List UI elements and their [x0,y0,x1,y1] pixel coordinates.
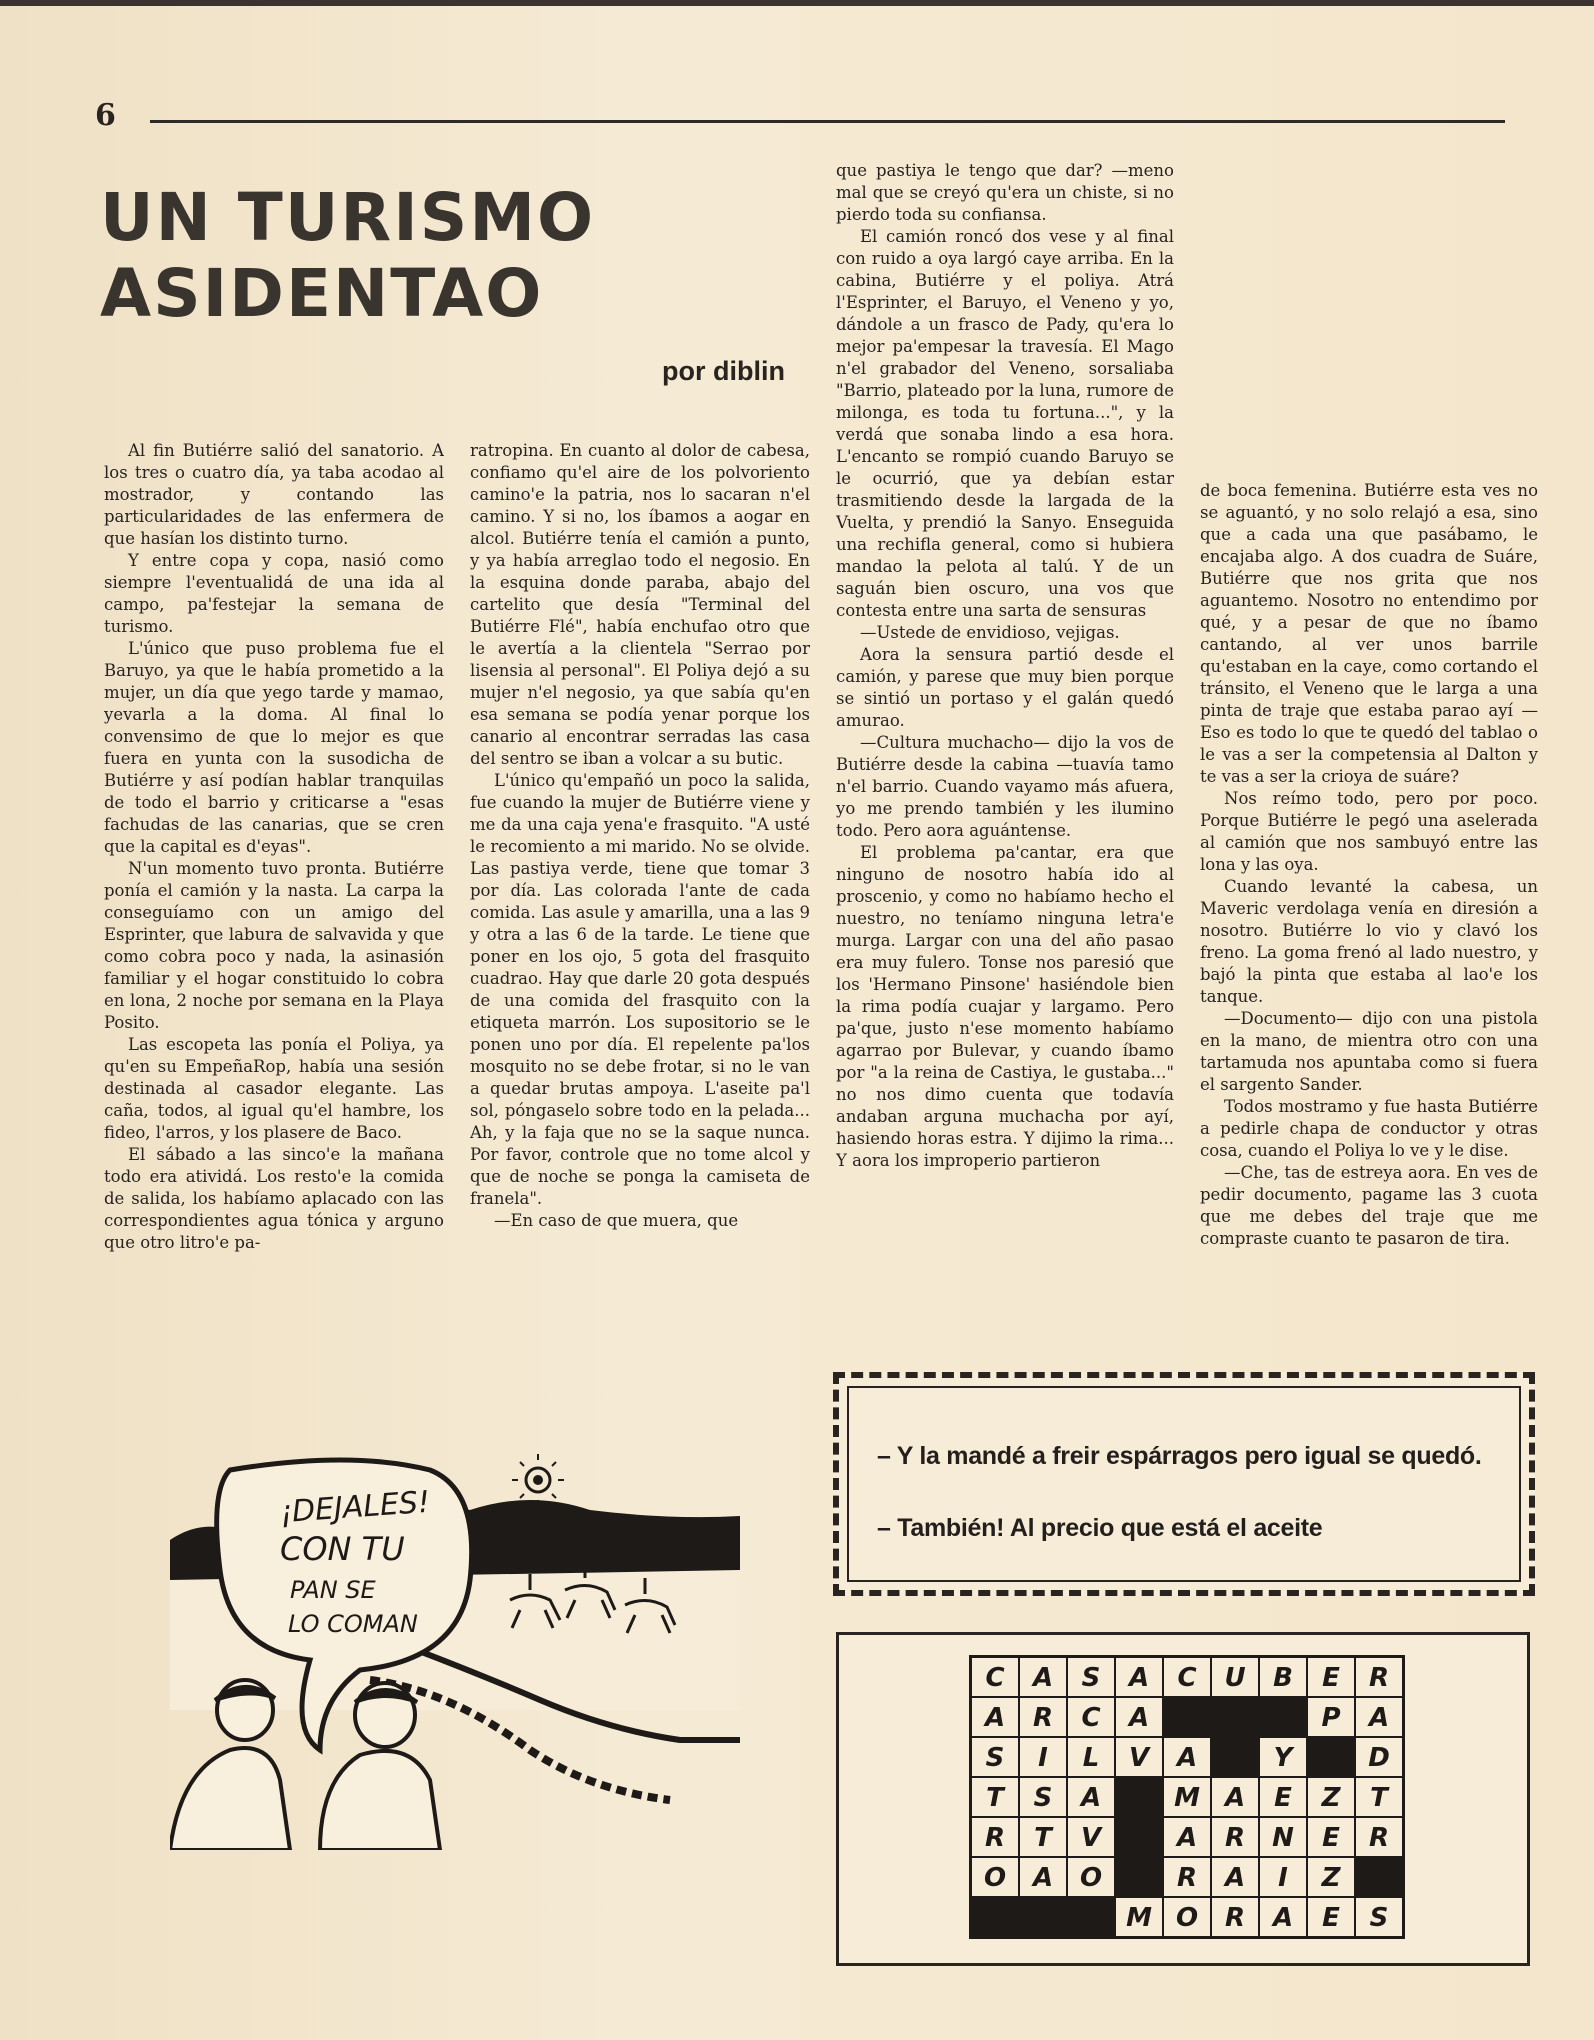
crossword-black-cell [1163,1697,1211,1737]
crossword-cell: A [1259,1897,1307,1937]
crossword-black-cell [1259,1697,1307,1737]
article-column-4 [1200,480,1538,1350]
crossword-cell: O [1163,1897,1211,1937]
header-rule [150,120,1505,123]
crossword-cell: A [1115,1657,1163,1697]
crossword-cell: N [1259,1817,1307,1857]
crossword-black-cell [1115,1857,1163,1897]
paragraph: Todos mostramo y fue hasta Butiérre a pedirle chapa de conductor y otras cosa, cuando el Poliya lo ve y le dise. [1200,1097,1538,1160]
paragraph: El problema pa'cantar, era que ninguno de nosotro había ido al proscenio, y como no habíamo hecho el nuestro, no teníamo ninguna letra'e murga. Largar con una del año pasao era muy fulero. Tonse nos paresió que los 'Hermano Pinsone' hasiéndole bien la rima podía cuajar y largamo. Pero pa'que, justo n'ese momento habíamo agarrao por Bulevar, y cuando íbamo por "a la reina de Castiya, le gustaba..." no nos dimo cuenta que todavía andaban arguna muchacha por ayí, hasiendo horas estra. Y dijimo la rima... Y aora los improperio partieron [836,843,1174,1170]
paragraph: El sábado a las sinco'e la mañana todo era atividá. Los resto'e la comida de salida, los habíamo aplacado con las correspondientes agua tónica y arguno que otro litro'e pa- [104,1145,444,1252]
crossword-cell: T [1355,1777,1403,1817]
crossword-cell: E [1307,1897,1355,1937]
crossword-cell: A [1163,1817,1211,1857]
title-line-1: UN TURISMO [100,179,596,256]
crossword-cell: M [1163,1777,1211,1817]
crossword-cell: E [1307,1817,1355,1857]
crossword-cell: S [1019,1777,1067,1817]
crossword-cell: T [1019,1817,1067,1857]
crossword-grid [969,1655,1405,1939]
joke-box [833,1372,1535,1596]
crossword-black-cell [1115,1817,1163,1857]
paragraph: Aora la sensura partió desde el camión, y parese que muy bien porque se sintió un portaso y el galán quedó amurao. [836,645,1174,730]
paragraph: que pastiya le tengo que dar? —meno mal que se creyó qu'era un chiste, si no pierdo toda su confiansa. [836,161,1174,224]
crossword-cell: B [1259,1657,1307,1697]
crossword-cell: V [1067,1817,1115,1857]
crossword-cell: R [1355,1657,1403,1697]
paragraph: Y entre copa y copa, nasió como siempre l'eventualidá de una ida al campo, pa'festejar la semana de turismo. [104,551,444,636]
paragraph: —En caso de que muera, que [494,1211,739,1230]
crossword-cell: A [1019,1857,1067,1897]
crossword-black-cell [1115,1777,1163,1817]
paragraph: L'único que puso problema fue el Baruyo, ya que le había prometido a la mujer, un día que yego tarde y mamao, yevarla a la doma. Al final lo convensimo de que lo mejor es que fuera en yunta con la susodicha de Butiérre y así podían hablar tranquilas de todo el barrio y criticarse a "esas fachudas de las canarias, que se cren que la capital es d'eyas". [104,639,444,856]
crossword-cell: I [1019,1737,1067,1777]
joke-line-1: – Y la mandé a freir espárragos pero igual se quedó. [877,1442,1482,1470]
crossword-cell: P [1307,1697,1355,1737]
crossword-cell: A [971,1697,1019,1737]
paragraph: Al fin Butiérre salió del sanatorio. A los tres o cuatro día, ya taba acodao al mostrador, y contando las particularidades de las enfermera de que hasían los distinto turno. [104,441,444,548]
speech-line-3: PAN SE [290,1576,376,1604]
paragraph: de boca femenina. Butiérre esta ves no se aguantó, y no solo relajó a esa, sino que a cada una que pasábamo, le encajaba algo. A dos cuadra de Suáre, Butiérre que nos grita que nos aguantemo. Nosotro no entendimo por qué, y a pesar de que no íbamo cantando, al ver unos barrile qu'estaban en la caye, como cortando el tránsito, el Veneno que le larga a una pinta de traje que estaba parao ayí —Eso es todo lo que te quedó del tablao o le vas a ser la competensia al Dalton y te vas a ser la crioya de suáre? [1200,481,1538,786]
paragraph: —Ustede de envidioso, vejigas. [860,623,1120,642]
article-column-3 [836,160,1174,1350]
crossword-cell: S [971,1737,1019,1777]
crossword-black-cell [971,1897,1019,1937]
paragraph: ratropina. En cuanto al dolor de cabesa, confiamo qu'el aire de los polvoriento camino'e la patria, nos lo sacaran n'el camino. Y si no, los íbamos a aogar en alcol. Butiérre tenía el camión a punto, y ya había arreglao todo el negosio. En la esquina donde paraba, abajo del cartelito que desía "Terminal del Butiérre Flé", había enchufao otro que le avertía a la clientela "Serrao por lisensia al personal". El Poliya dejó a su mujer n'el negosio, ya que sabía qu'en esa semana se podía yenar porque los canario al encontrar serradas las casa del sentro se iban a volcar a su butic. [470,441,810,768]
crossword-cell: M [1115,1897,1163,1937]
crossword-cell: T [971,1777,1019,1817]
crossword-cell: A [1211,1857,1259,1897]
joke-box-inner [847,1386,1521,1582]
speech-line-1: ¡DEJALES! [278,1484,432,1531]
paragraph: Nos reímo todo, pero por poco. Porque Butiérre le pegó una aselerada al camión que nos sambuyó entre las lona y las oya. [1200,789,1538,874]
paragraph: N'un momento tuvo pronta. Butiérre ponía el camión y la nasta. La carpa la conseguíamo con un amigo del Esprinter, que labura de salvavida y que como cobra poco y nada, la asinasión familiar y el hogar constituido lo cobra en lona, 2 noche por semana en la Playa Posito. [104,859,444,1032]
page-number: 6 [95,98,116,133]
crossword-cell: D [1355,1737,1403,1777]
paragraph: —Documento— dijo con una pistola en la mano, de mientra otro con una tartamuda nos apuntaba como si fuera el sargento Sander. [1200,1009,1538,1094]
crossword-cell: R [1163,1857,1211,1897]
paragraph: Las escopeta las ponía el Poliya, ya qu'en su EmpeñaRop, había una sesión destinada al casador elegante. Las caña, todos, al igual qu'el hambre, los fideo, l'arros, y los plasere de Baco. [104,1035,444,1142]
crossword-cell: O [1067,1857,1115,1897]
crossword-cell: A [1019,1657,1067,1697]
byline: por diblin [662,356,785,386]
paragraph: —Cultura muchacho— dijo la vos de Butiérre desde la cabina —tuavía tamo n'el barrio. Cuando vayamo más afuera, yo me prendo también y les ilumino todo. Pero aora aguántense. [836,733,1174,840]
crossword-cell: A [1211,1777,1259,1817]
crossword-cell: A [1163,1737,1211,1777]
crossword-cell: S [1355,1897,1403,1937]
cartoon-illustration [170,1450,740,1850]
crossword-cell: I [1259,1857,1307,1897]
title-line-2: ASIDENTAO [100,255,544,332]
crossword-cell: R [1211,1817,1259,1857]
speech-line-4: LO COMAN [288,1610,418,1638]
paragraph: —Che, tas de estreya aora. En ves de pedir documento, pagame las 3 cuota que me debes del traje que me compraste cuanto te pasaron de tira. [1200,1163,1538,1248]
crossword-box [836,1632,1530,1966]
crossword-cell: C [971,1657,1019,1697]
top-edge [0,0,1594,6]
crossword-cell: U [1211,1657,1259,1697]
article-title [100,180,720,332]
crossword-cell: A [1067,1777,1115,1817]
sun-icon [512,1454,564,1506]
crossword-black-cell [1307,1737,1355,1777]
crossword-cell: R [1355,1817,1403,1857]
paragraph: L'único qu'empañó un poco la salida, fue cuando la mujer de Butiérre viene y me da una caja yena'e frasquito. "A usté le recomiento a mi marido. No se olvide. Las pastiya verde, tiene que tomar 3 por día. Las colorada l'ante de cada comida. Las asule y amarilla, una a las 9 y otra a las 6 de la tarde. Le tiene que poner en los ojo, 5 gota del frasquito cuadrao. Hay que darle 20 gota después de una comida del frasquito con la etiqueta marrón. Los supositorio se le ponen uno por día. El repelente pa'los mosquito no se debe frotar, si no le van a quedar brutas ampoya. L'aseite pa'l sol, póngaselo sobre todo en la pelada... Ah, y la faja que no se la saque nunca. Por favor, controle que no tome alcol y que de noche se ponga la camiseta de franela". [470,771,810,1208]
crossword-cell: E [1307,1657,1355,1697]
crossword-black-cell [1355,1857,1403,1897]
crossword-cell: C [1163,1657,1211,1697]
joke-line-2: – También! Al precio que está el aceite [877,1514,1323,1542]
crossword-cell: E [1259,1777,1307,1817]
crossword-cell: A [1115,1697,1163,1737]
speech-line-2: CON TU [280,1530,405,1568]
crossword-cell: R [971,1817,1019,1857]
crossword-black-cell [1067,1897,1115,1937]
paragraph: Cuando levanté la cabesa, un Maveric verdolaga venía en diresión a nosotro. Butiérre lo vio y clavó los freno. La goma frenó al lado nuestro, y bajó la pinta que estaba al lao'e los tanque. [1200,877,1538,1006]
crossword-black-cell [1019,1897,1067,1937]
crossword-cell: O [971,1857,1019,1897]
crossword-cell: L [1067,1737,1115,1777]
article-column-2 [470,440,810,1340]
crossword-black-cell [1211,1697,1259,1737]
crossword-cell: A [1355,1697,1403,1737]
crossword-cell: R [1019,1697,1067,1737]
paragraph: El camión roncó dos vese y al final con ruido a oya largó caye arriba. En la cabina, Butiérre y el poliya. Atrá l'Esprinter, el Baruyo, el Veneno y yo, dándole a un frasco de Pady, qu'era lo mejor pa'empesar la travesía. El Mago n'el grabador del Veneno, sorsaliaba "Barrio, plateado por la luna, rumore de milonga, es toda tu fortuna...", y la verdá que sonaba lindo a esa hora. L'encanto se rompió cuando Baruyo se le ocurrió, que ya debían estar trasmitiendo desde la largada de la Vuelta, y prendió la Sanyo. Enseguida una rechifla general, como si hubiera mandao la pelota al talú. Y de un saguán bien oscuro, una vos que contesta entre una sarta de sensuras [836,227,1174,620]
crossword-cell: V [1115,1737,1163,1777]
crossword-cell: C [1067,1697,1115,1737]
crossword-black-cell [1211,1737,1259,1777]
crossword-cell: R [1211,1897,1259,1937]
crossword-cell: Z [1307,1777,1355,1817]
crossword-cell: Y [1259,1737,1307,1777]
crossword-cell: Z [1307,1857,1355,1897]
article-column-1 [104,440,444,1340]
crossword-cell: S [1067,1657,1115,1697]
